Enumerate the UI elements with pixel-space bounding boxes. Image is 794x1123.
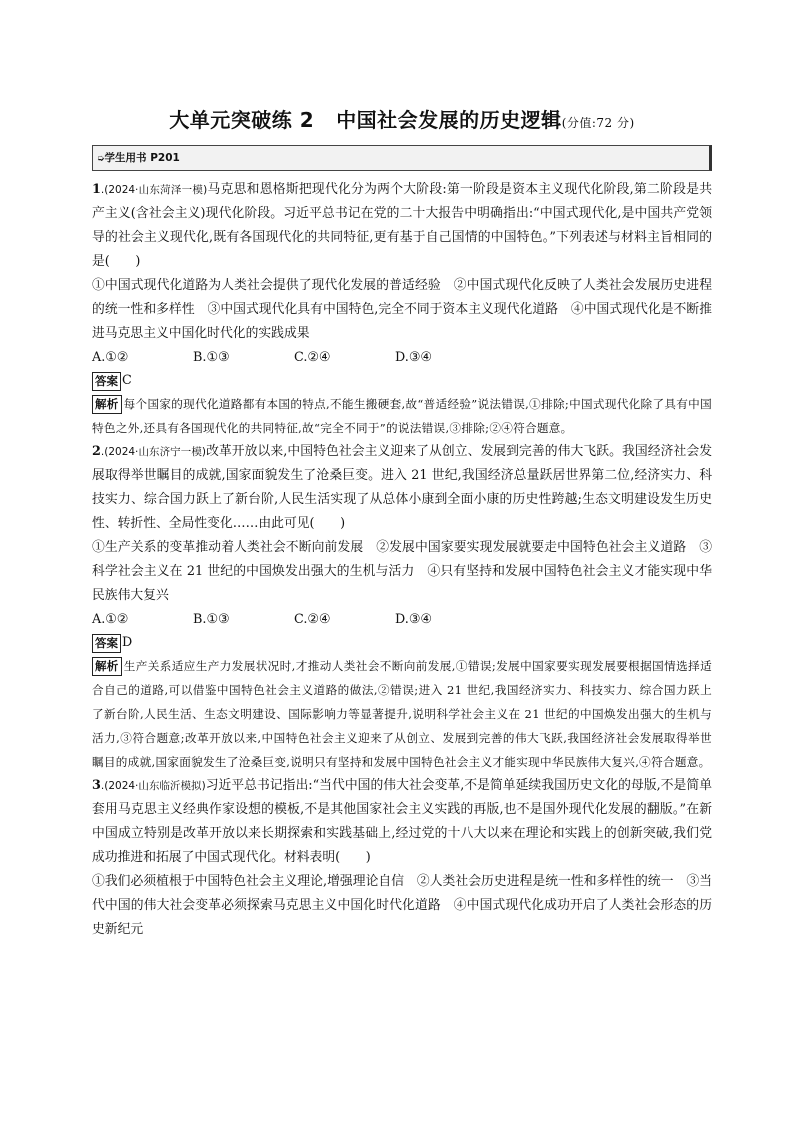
option-b: B.①③ <box>193 612 230 627</box>
question-2-answer <box>92 632 712 654</box>
answer-tag: 答案 <box>92 634 121 653</box>
student-book-reference-bar <box>92 145 712 171</box>
question-source: .(2024·山东临沂模拟) <box>100 780 206 792</box>
question-2-options <box>92 608 712 632</box>
explanation-tag: 解析 <box>92 657 122 676</box>
page-title <box>92 104 712 133</box>
question-number: 1 <box>92 182 101 197</box>
question-number: 3 <box>92 778 101 793</box>
option-a: A.①② <box>92 350 129 365</box>
score-note: (分值:72 分) <box>561 116 635 130</box>
explanation-tag: 解析 <box>92 395 122 414</box>
question-1-stem <box>92 178 712 274</box>
explanation-text: 每个国家的现代化道路都有本国的特点,不能生搬硬套,故“普适经验”说法错误,①排除;中国式现代化除了具有中国特色之外,还具有各国现代化的共同特征,故“完全不同于”的说法错误,③排除;②④符合题意。 <box>92 397 712 435</box>
question-1-explanation <box>92 392 712 440</box>
question-source: .(2024·山东菏泽一模) <box>100 184 208 196</box>
option-d: D.③④ <box>395 612 432 627</box>
question-text: 马克思和恩格斯把现代化分为两个大阶段:第一阶段是资本主义现代化阶段,第二阶段是共产主义(含社会主义)现代化阶段。习近平总书记在党的二十大报告中明确指出:“中国式现代化,是中国共产党领导的社会主义现代化,既有各国现代化的共同特征,更有基于自己国情的中国特色。”下列表述与材料主旨相同的是( ) <box>92 182 712 269</box>
answer-tag: 答案 <box>92 372 121 391</box>
question-2-explanation <box>92 654 712 774</box>
question-1-statements: ①中国式现代化道路为人类社会提供了现代化发展的普适经验 ②中国式现代化反映了人类社会发展历史进程的统一性和多样性 ③中国式现代化具有中国特色,完全不同于资本主义现代化道路 ④中国式现代化是不断推进马克思主义中国化时代化的实践成果 <box>92 278 712 341</box>
option-c: C.②④ <box>294 612 331 627</box>
book-page-label: 学生用书 P201 <box>104 152 180 164</box>
question-2-statements: ①生产关系的变革推动着人类社会不断向前发展 ②发展中国家要实现发展就要走中国特色社会主义道路 ③科学社会主义在 21 世纪的中国焕发出强大的生机与活力 ④只有坚持和发展中国特色社会主义才能实现中华民族伟大复兴 <box>92 540 712 603</box>
question-2 <box>92 440 712 608</box>
question-text: 改革开放以来,中国特色社会主义迎来了从创立、发展到完善的伟大飞跃。我国经济社会发展取得举世瞩目的成就,国家面貌发生了沧桑巨变。进入 21 世纪,我国经济总量跃居世界第二位,经济实力、科技实力、综合国力跃上了新台阶,人民生活实现了从总体小康到全面小康的历史性跨越;生态文明建设发生历史性、转折性、全局性变化……由此可见( ) <box>92 444 712 531</box>
question-3 <box>92 774 712 942</box>
answer-value: C <box>122 373 132 388</box>
explanation-text: 生产关系适应生产力发展状况时,才推动人类社会不断向前发展,①错误;发展中国家要实现发展要根据国情选择适合自己的道路,可以借鉴中国特色社会主义道路的做法,②错误;进入 21 世纪,我国经济实力、科技实力、综合国力跃上了新台阶,人民生活、生态文明建设、国际影响力等显著提升,说明科学社会主义在 21 世纪的中国焕发出强大的生机与活力,③符合题意;改革开放以来,中国特色社会主义迎来了从创立、发展到完善的伟大飞跃,我国经济社会发展取得举世瞩目的成就,国家面貌发生了沧桑巨变,说明只有坚持和发展中国特色社会主义才能实现中华民族伟大复兴,④符合题意。 <box>92 659 712 769</box>
answer-value: D <box>122 635 133 650</box>
question-number: 2 <box>92 444 101 459</box>
question-1-answer <box>92 370 712 392</box>
title-main: 大单元突破练 2 <box>169 108 315 132</box>
option-b: B.①③ <box>193 350 230 365</box>
question-source: .(2024·山东济宁一模) <box>100 446 206 458</box>
worksheet-page <box>92 104 712 942</box>
question-text: 习近平总书记指出:“当代中国的伟大社会变革,不是简单延续我国历史文化的母版,不是简单套用马克思主义经典作家设想的模板,不是其他国家社会主义实践的再版,也不是国外现代化发展的翻版。”在新中国成立特别是改革开放以来长期探索和实践基础上,经过党的十八大以来在理论和实践上的创新突破,我们党成功推进和拓展了中国式现代化。材料表明( ) <box>92 778 712 865</box>
title-topic: 中国社会发展的历史逻辑 <box>336 108 562 132</box>
question-1-options <box>92 346 712 370</box>
question-3-statements: ①我们必须植根于中国特色社会主义理论,增强理论自信 ②人类社会历史进程是统一性和多样性的统一 ③当代中国的伟大社会变革必须探索马克思主义中国化时代化道路 ④中国式现代化成功开启了人类社会形态的历史新纪元 <box>92 874 712 937</box>
question-3-stem <box>92 774 712 870</box>
option-a: A.①② <box>92 612 129 627</box>
option-c: C.②④ <box>294 350 331 365</box>
arrow-icon: ➭ <box>97 154 105 164</box>
option-d: D.③④ <box>395 350 432 365</box>
question-1 <box>92 178 712 346</box>
question-2-stem <box>92 440 712 536</box>
